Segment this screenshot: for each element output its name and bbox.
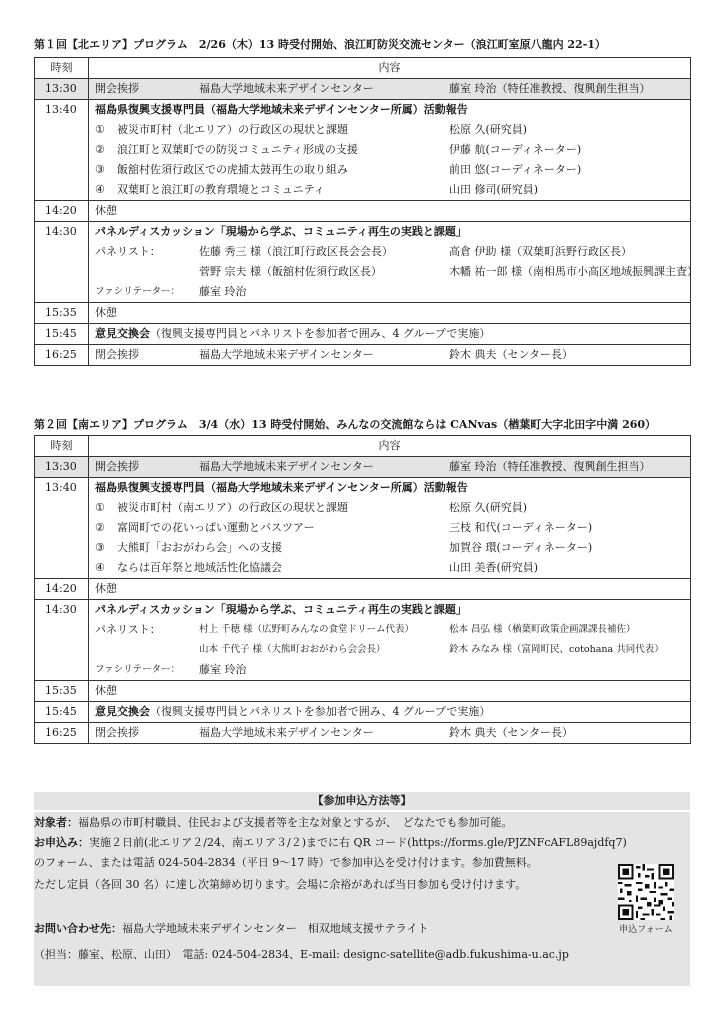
- apply-heading: 【参加申込方法等】: [34, 792, 690, 810]
- panelist: 松本 昌弘 様（楢葉町政策企画課課長補佐）: [449, 624, 636, 635]
- apply-text: 実施２日前(北エリア２/24、南エリア３/２)までに右 QR コード(https://forms.gle/PJZNFcAFL89ajdfq7): [89, 836, 627, 849]
- table-row: [35, 324, 691, 345]
- program1-title: 第１回【北エリア】プログラム 2/26（木）13 時受付開始、浪江町防災交流センター（浪江町室原八龍内 22-1）: [34, 38, 606, 51]
- panelist: 菅野 宗夫 様（飯舘村佐須行政区長）: [199, 265, 382, 278]
- row-time: 13:30: [35, 79, 89, 100]
- apply-label: お申込み：: [34, 836, 89, 849]
- row-content: 休憩: [89, 579, 691, 600]
- item-person: 藤室 玲治（特任准教授、復興創生担当）: [449, 82, 651, 95]
- item-text: 浪江町と双葉町での防災コミュニティ形成の支援: [117, 143, 358, 156]
- item-num: ①: [95, 123, 105, 136]
- panelist: 高倉 伊助 様（双葉町浜野行政区長）: [449, 245, 632, 258]
- row-content: [89, 457, 691, 478]
- header-time: 時刻: [35, 58, 89, 79]
- exchange-detail: （復興支援専門員とパネリストを参加者で囲み、4 グループで実施）: [150, 327, 491, 340]
- item-num: ③: [95, 163, 105, 176]
- row-content: [89, 702, 691, 723]
- header-content: 内容: [89, 436, 691, 457]
- row-time: 16:25: [35, 723, 89, 744]
- item-org: 福島大学地域未来デザインセンター: [199, 460, 374, 473]
- item-person: 山田 美香(研究員): [449, 561, 539, 574]
- report-heading: 福島県復興支援専門員（福島大学地域未来デザインセンター所属）活動報告: [95, 481, 468, 494]
- item-text: 飯舘村佐須行政区での虎捕太鼓再生の取り組み: [117, 163, 348, 176]
- table-row: [35, 681, 691, 702]
- item-title: 開会挨拶: [95, 82, 139, 95]
- item-org: 福島大学地域未来デザインセンター: [199, 726, 374, 739]
- row-time: 14:30: [35, 222, 89, 303]
- item-num: ①: [95, 501, 105, 514]
- table-row: [35, 100, 691, 201]
- item-num: ④: [95, 561, 105, 574]
- item-person: 三枝 和代(コーディネーター): [449, 521, 593, 534]
- row-time: 14:20: [35, 579, 89, 600]
- report-heading: 福島県復興支援専門員（福島大学地域未来デザインセンター所属）活動報告: [95, 103, 468, 116]
- row-content: 休憩: [89, 681, 691, 702]
- item-person: 松原 久(研究員): [449, 501, 528, 514]
- item-person: 山田 修司(研究員): [449, 183, 539, 196]
- item-num: ②: [95, 521, 105, 534]
- table-header-row: [35, 436, 691, 457]
- table-row: [35, 457, 691, 478]
- row-content: 休憩: [89, 201, 691, 222]
- item-num: ②: [95, 143, 105, 156]
- item-text: 富岡町での花いっぱい運動とバスツアー: [117, 521, 315, 534]
- row-content: [89, 222, 698, 303]
- item-text: 大熊町「おおがわら会」への支援: [117, 541, 282, 554]
- panelist: 村上 千穂 様（広野町みんなの食堂ドリーム代表）: [199, 624, 415, 635]
- facilitator: 藤室 玲治: [199, 285, 247, 298]
- contact-label: お問い合わせ先：: [34, 922, 122, 935]
- apply-section: [34, 812, 690, 986]
- row-content: [89, 324, 691, 345]
- apply-text-3: ただし定員（各回 30 名）に達し次第締め切ります。会場に余裕があれば当日参加も受け付けます。: [34, 878, 527, 891]
- item-org: 福島大学地域未来デザインセンター: [199, 82, 374, 95]
- item-person: 鈴木 典夫（センター長）: [449, 348, 574, 361]
- panel-heading: パネルディスカッション「現場から学ぶ、コミュニティ再生の実践と課題」: [95, 603, 467, 616]
- apply-line: [34, 834, 627, 852]
- table-row: [35, 702, 691, 723]
- row-time: 15:35: [35, 303, 89, 324]
- panel-label: パネリスト：: [95, 623, 161, 636]
- item-person: 前田 悠(コーディネーター): [449, 163, 582, 176]
- item-title: 開会挨拶: [95, 460, 139, 473]
- panel-label: パネリスト：: [95, 245, 161, 258]
- program1-table: [34, 57, 698, 366]
- contact-text: 福島大学地域未来デザインセンター 相双地域支援サテライト: [122, 922, 429, 935]
- row-content: [89, 600, 691, 681]
- panelist: 鈴木 みなみ 様（富岡町民、cotohana 共同代表）: [449, 644, 664, 655]
- row-content: [89, 345, 691, 366]
- panel-heading: パネルディスカッション「現場から学ぶ、コミュニティ再生の実践と課題」: [95, 225, 467, 238]
- qr-caption: 申込フォーム: [619, 925, 673, 935]
- row-time: 13:40: [35, 478, 89, 579]
- target-label: 対象者：: [34, 816, 78, 829]
- row-time: 15:45: [35, 324, 89, 345]
- row-time: 13:40: [35, 100, 89, 201]
- row-content: 休憩: [89, 303, 691, 324]
- item-person: 加賀谷 環(コーディネーター): [449, 541, 593, 554]
- row-content: [89, 79, 691, 100]
- row-time: 15:35: [35, 681, 89, 702]
- item-person: 松原 久(研究員): [449, 123, 528, 136]
- row-content: [89, 100, 691, 201]
- header-time: 時刻: [35, 436, 89, 457]
- item-text: 双葉町と浪江町の教育環境とコミュニティ: [117, 183, 325, 196]
- exchange-detail: （復興支援専門員とパネリストを参加者で囲み、4 グループで実施）: [150, 705, 491, 718]
- item-person: 藤室 玲治（特任准教授、復興創生担当）: [449, 460, 651, 473]
- row-time: 15:45: [35, 702, 89, 723]
- table-row: [35, 579, 691, 600]
- panelist: 山本 千代子 様（大熊町おおがわら会会長）: [199, 644, 386, 655]
- table-row: [35, 723, 691, 744]
- header-content: 内容: [89, 58, 691, 79]
- table-row: [35, 79, 691, 100]
- item-title: 閉会挨拶: [95, 726, 139, 739]
- table-header-row: [35, 58, 691, 79]
- contact-line: [34, 920, 428, 938]
- item-title: 閉会挨拶: [95, 348, 139, 361]
- facilitator: 藤室 玲治: [199, 663, 247, 676]
- row-time: 14:30: [35, 600, 89, 681]
- table-row: [35, 201, 691, 222]
- item-text: 被災市町村（南エリア）の行政区の現状と課題: [117, 501, 348, 514]
- item-person: 伊藤 航(コーディネーター): [449, 143, 582, 156]
- row-time: 13:30: [35, 457, 89, 478]
- panelist: 木幡 祐一郎 様（南相馬市小高区地域振興課主査）: [449, 265, 698, 278]
- exchange-title: 意見交換会: [95, 705, 150, 718]
- target-text: 福島県の市町村職員、住民および支援者等を主な対象とするが、 どなたでも参加可能。: [78, 816, 513, 829]
- table-row: [35, 303, 691, 324]
- row-content: [89, 723, 691, 744]
- table-row: [35, 345, 691, 366]
- facilitator-label: ファシリテーター：: [95, 664, 181, 675]
- row-content: [89, 478, 691, 579]
- program2-table: [34, 435, 691, 744]
- contact-text-2: （担当：藤室、松原、山田） 電話: 024-504-2834、E-mail: designc-satellite@adb.fukushima-u.ac.jp: [34, 948, 569, 961]
- program2-title: 第２回【南エリア】プログラム 3/4（水）13 時受付開始、みんなの交流館ならは CANvas（楢葉町大字北田字中満 260）: [34, 418, 657, 431]
- exchange-title: 意見交換会: [95, 327, 150, 340]
- row-time: 14:20: [35, 201, 89, 222]
- table-row: [35, 222, 691, 303]
- item-num: ④: [95, 183, 105, 196]
- qr-code-icon[interactable]: [618, 864, 674, 920]
- row-time: 16:25: [35, 345, 89, 366]
- item-person: 鈴木 典夫（センター長）: [449, 726, 574, 739]
- panelist: 佐藤 秀三 様（浪江町行政区長会会長）: [199, 245, 393, 258]
- item-text: ならは百年祭と地域活性化協議会: [117, 561, 282, 574]
- item-org: 福島大学地域未来デザインセンター: [199, 348, 374, 361]
- item-num: ③: [95, 541, 105, 554]
- target-line: [34, 814, 513, 832]
- apply-text-2: のフォーム、または電話 024-504-2834（平日 9～17 時）で参加申込を受け付けます。参加費無料。: [34, 856, 538, 869]
- item-text: 被災市町村（北エリア）の行政区の現状と課題: [117, 123, 348, 136]
- facilitator-label: ファシリテーター：: [95, 286, 181, 297]
- table-row: [35, 600, 691, 681]
- table-row: [35, 478, 691, 579]
